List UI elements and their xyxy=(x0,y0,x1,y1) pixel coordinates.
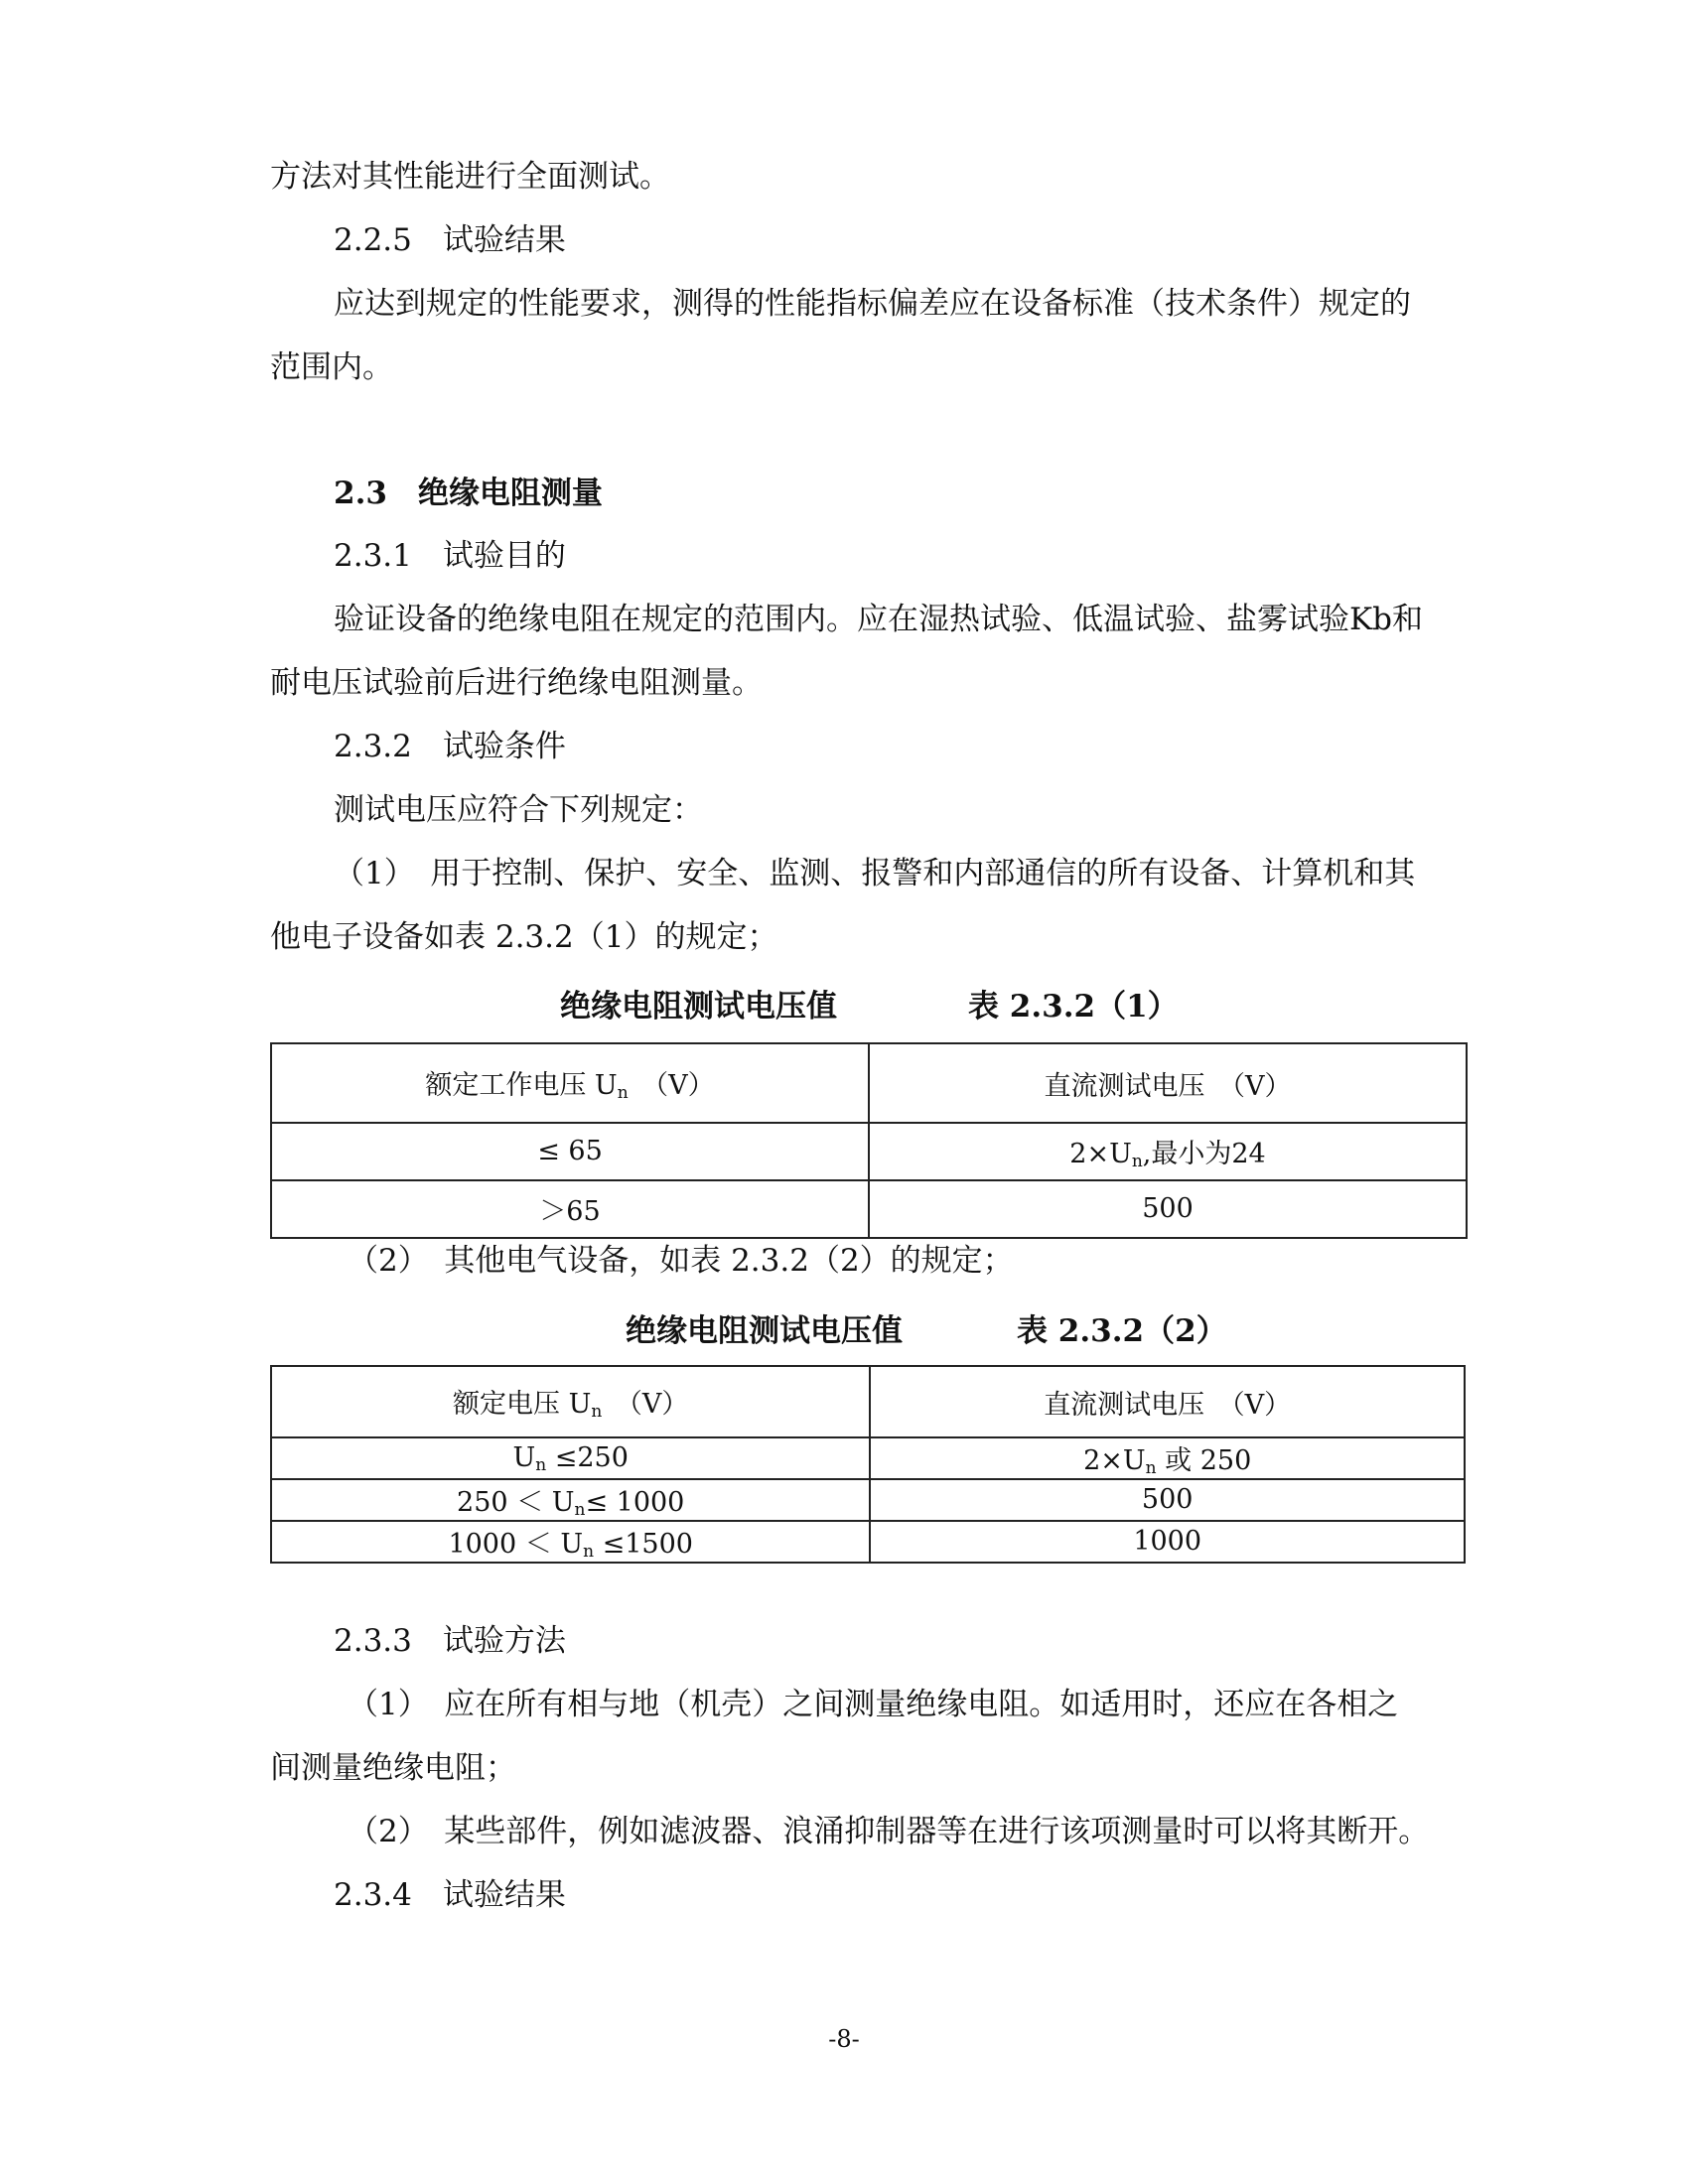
table-cell: 1000 xyxy=(870,1521,1465,1563)
table-row xyxy=(271,1479,1465,1521)
table1-header-rated-voltage: 额定工作电压 $U_n$ （V） xyxy=(271,1043,869,1123)
table-cell: $2\times U_n$,最小为24 xyxy=(869,1123,1467,1180)
table1-caption-title: 绝缘电阻测试电压值 xyxy=(560,989,837,1024)
section-heading-2-3-2: 2.3.2 试验条件 xyxy=(334,729,566,764)
table-cell: $U_n \le 250$ xyxy=(271,1437,870,1479)
paragraph-line: （1） 应在所有相与地（机壳）之间测量绝缘电阻。如适用时，还应在各相之 xyxy=(348,1687,1399,1722)
table-cell: 500 xyxy=(869,1180,1467,1238)
paragraph-line: 验证设备的绝缘电阻在规定的范围内。应在湿热试验、低温试验、盐雾试验Kb和 xyxy=(334,602,1423,637)
table-row xyxy=(271,1123,1467,1180)
table-header-row xyxy=(271,1366,1465,1437)
section-heading-2-3-4: 2.3.4 试验结果 xyxy=(334,1877,566,1913)
section-heading-2-3: 2.3 绝缘电阻测量 xyxy=(334,476,603,511)
paragraph-line: （2） 某些部件，例如滤波器、浪涌抑制器等在进行该项测量时可以将其断开。 xyxy=(348,1814,1430,1849)
table-cell: $1000 < U_n \le 1500$ xyxy=(271,1521,870,1563)
paragraph-line: 方法对其性能进行全面测试。 xyxy=(270,159,670,195)
paragraph-line: 范围内。 xyxy=(270,349,393,385)
section-heading-2-2-5: 2.2.5 试验结果 xyxy=(334,222,566,258)
paragraph-line: （2） 其他电气设备，如表 2.3.2（2）的规定； xyxy=(348,1243,1014,1279)
page-number: -8- xyxy=(828,2025,860,2053)
table-header-row xyxy=(271,1043,1467,1123)
table-cell: $250 < U_n\le 1000$ xyxy=(271,1479,870,1521)
table1-voltage xyxy=(270,1042,1468,1239)
paragraph-line: 间测量绝缘电阻； xyxy=(270,1750,516,1786)
paragraph-line: （1） 用于控制、保护、安全、监测、报警和内部通信的所有设备、计算机和其 xyxy=(334,856,1416,891)
table2-caption-number: 表 2.3.2（2） xyxy=(1017,1313,1227,1349)
paragraph-line: 应达到规定的性能要求，测得的性能指标偏差应在设备标准（技术条件）规定的 xyxy=(334,286,1411,322)
paragraph-line: 他电子设备如表 2.3.2（1）的规定； xyxy=(270,919,778,955)
table2-header-rated-voltage: 额定电压 $U_n$ （V） xyxy=(271,1366,870,1437)
table2-header-dc-test-voltage: 直流测试电压 （V） xyxy=(870,1366,1465,1437)
table2-voltage xyxy=(270,1365,1466,1564)
table-row xyxy=(271,1521,1465,1563)
table-row xyxy=(271,1437,1465,1479)
table-cell: ＞65 xyxy=(271,1180,869,1238)
paragraph-line: 测试电压应符合下列规定： xyxy=(334,792,703,828)
table1-caption-number: 表 2.3.2（1） xyxy=(968,989,1179,1024)
table-cell: ≤ 65 xyxy=(271,1123,869,1180)
paragraph-line: 耐电压试验前后进行绝缘电阻测量。 xyxy=(270,665,763,701)
table1-header-dc-test-voltage: 直流测试电压 （V） xyxy=(869,1043,1467,1123)
table-cell: 500 xyxy=(870,1479,1465,1521)
table-cell: $2\times U_n$ 或 250 xyxy=(870,1437,1465,1479)
table2-caption-title: 绝缘电阻测试电压值 xyxy=(626,1313,903,1349)
section-heading-2-3-3: 2.3.3 试验方法 xyxy=(334,1623,566,1659)
section-heading-2-3-1: 2.3.1 试验目的 xyxy=(334,538,566,574)
table-row xyxy=(271,1180,1467,1238)
